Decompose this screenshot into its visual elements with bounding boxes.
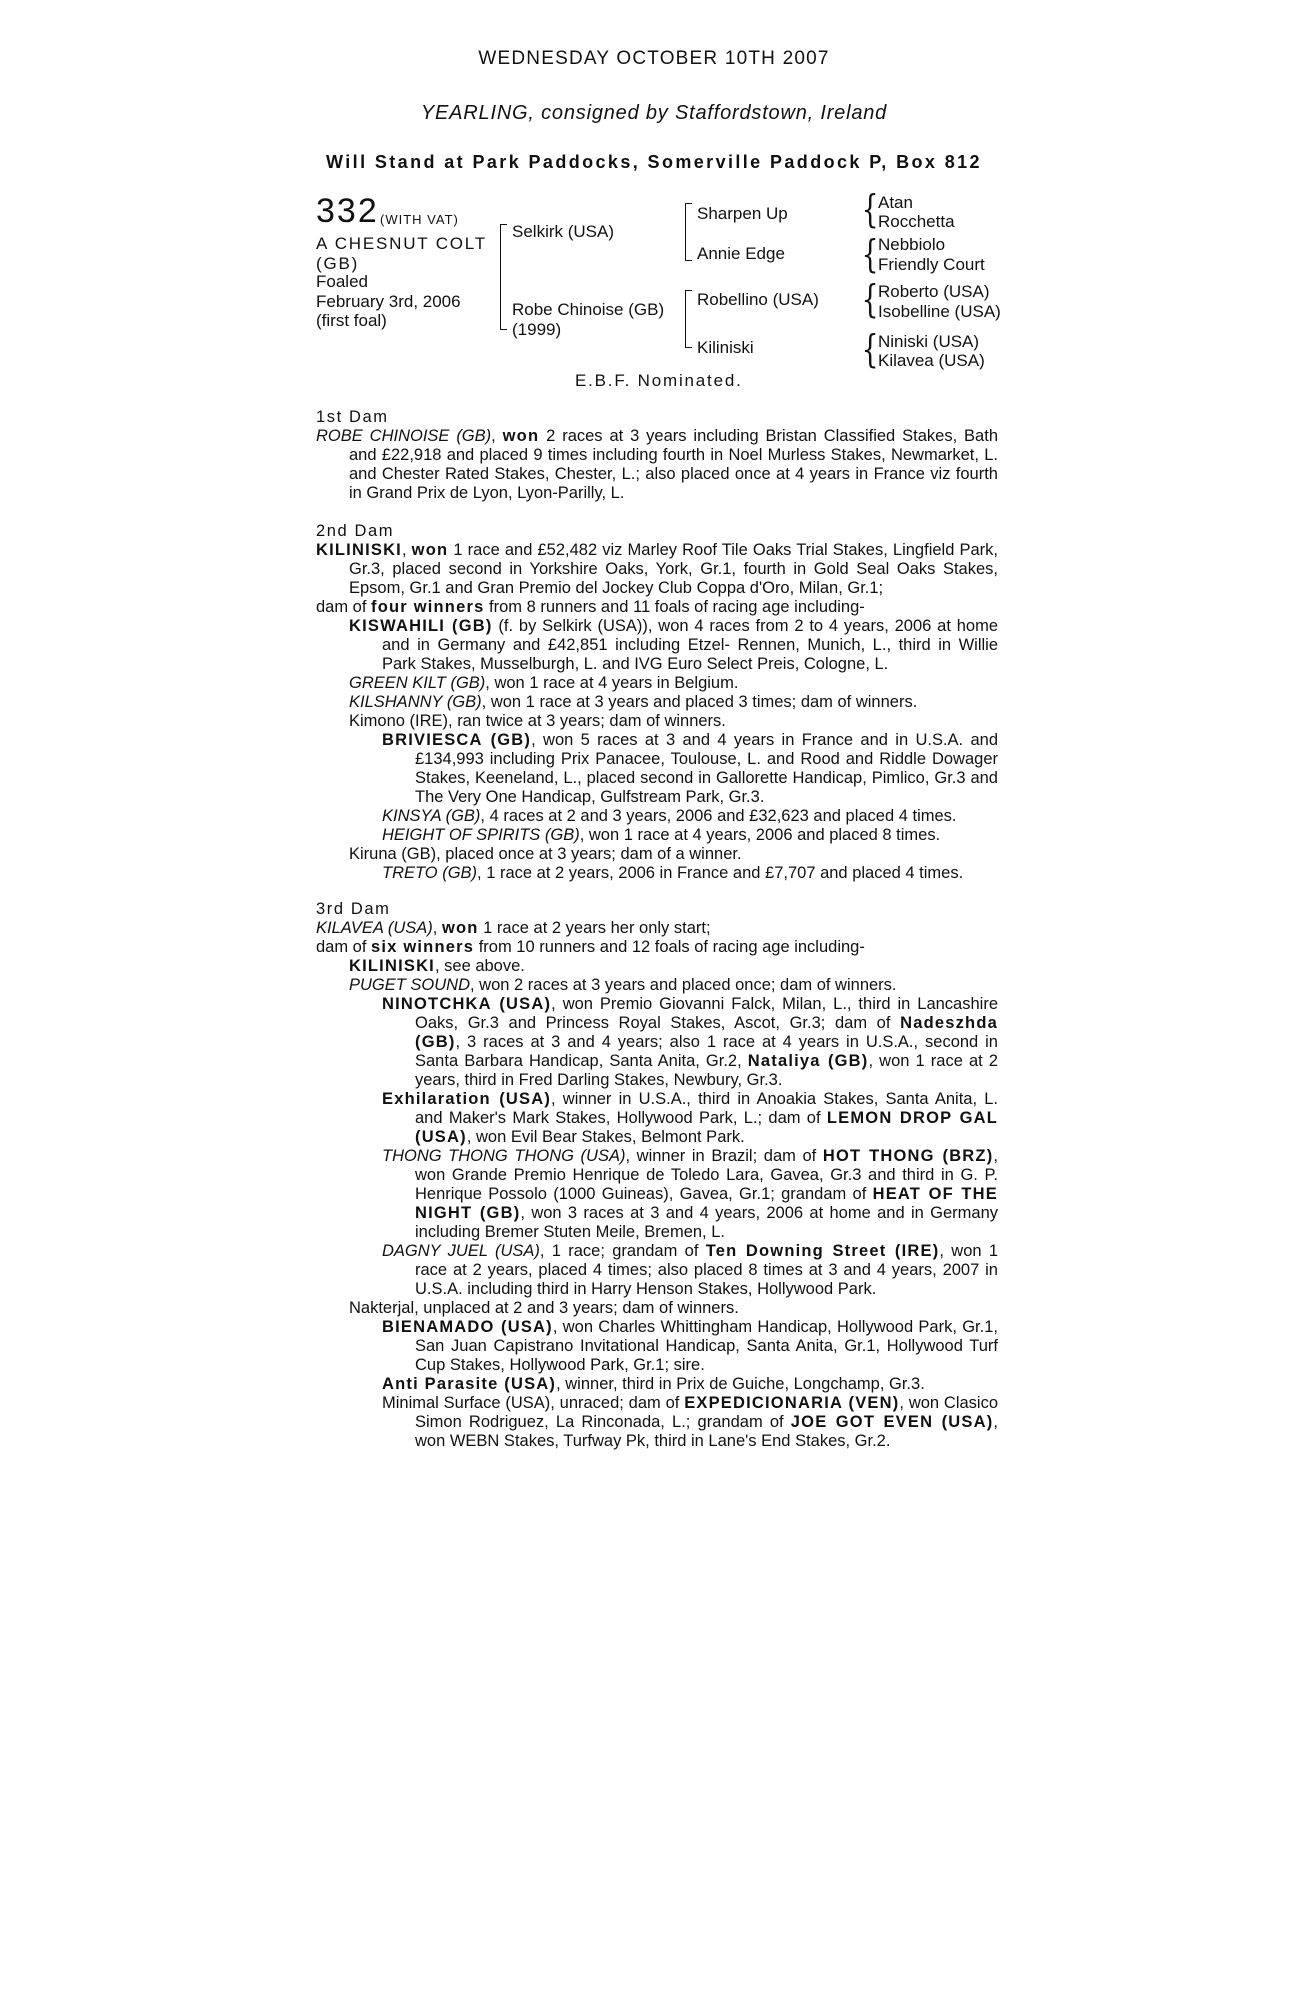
produce-text: , won Charles Whittingham Handicap, Hollywood Park, Gr.1, San Juan Capistrano Invitational Handicap, Santa Anita, Gr.1, Hollywood Turf Cup Stakes, Hollywood Park, Gr.1; sire.	[415, 1318, 998, 1374]
vat-note: (WITH VAT)	[380, 212, 459, 227]
produce-text: , won 1 race at 2 years, third in Fred Darling Stakes, Newbury, Gr.3.	[415, 1052, 998, 1089]
produce-entry	[316, 617, 998, 674]
sale-date: WEDNESDAY OCTOBER 10TH 2007	[478, 48, 830, 69]
produce-name: Exhilaration (USA)	[382, 1090, 552, 1108]
pedigree-ssd: Rocchetta	[878, 212, 955, 231]
pedigree-dds: Niniski (USA)	[878, 332, 980, 351]
lot-title-line1: A CHESNUT COLT	[316, 234, 487, 253]
consignor-line: YEARLING, consigned by Staffordstown, Ireland	[420, 102, 888, 124]
produce-text: , won 1 race at 2 years, placed 4 times; also placed 8 times at 3 and 4 years, 2007 in U.S.A. including third in Harry Henson Stakes, Hollywood Park.	[415, 1242, 999, 1298]
produce-name: BRIVIESCA (GB)	[382, 731, 532, 749]
produce-text: , 4 races at 2 and 3 years, 2006 and £32,623 and placed 4 times.	[480, 807, 957, 825]
produce-text: , 1 race; grandam of	[539, 1242, 706, 1260]
pedigree-sire-dam: Annie Edge	[697, 244, 785, 263]
produce-text: , won 5 races at 3 and 4 years in France and in U.S.A. and £134,993 including Prix Panacee, Toulouse, L. and Rood and Riddle Dowager Stakes, Keeneland, L., placed second in Gallorette Handicap, Pimlico, Gr.3 and The Very One Handicap, Gulfstream Park, Gr.3.	[415, 731, 999, 806]
third-dam-title: 3rd Dam	[316, 900, 391, 918]
produce-text: , won WEBN Stakes, Turfway Pk, third in Lane's End Stakes, Gr.2.	[415, 1413, 998, 1450]
pedigree-brace-sire	[685, 203, 686, 261]
pedigree-ddd: Kilavea (USA)	[878, 351, 985, 370]
produce-name: KINSYA (GB)	[382, 807, 481, 825]
produce-entry	[316, 1242, 998, 1299]
pedigree-brace-g3-4: {	[861, 327, 879, 371]
second-dam-name: KILINISKI	[316, 541, 402, 559]
pedigree-brace-gen1	[500, 224, 501, 330]
produce-name: NINOTCHKA (USA)	[382, 995, 552, 1013]
produce-text: , won 1 race at 4 years in Belgium.	[485, 674, 739, 692]
produce-text: , won Premio Giovanni Falck, Milan, L., third in Lancashire Oaks, Gr.3 and Princess Royal Stakes, Ascot, Gr.3; dam of	[415, 995, 998, 1032]
produce-entry: Kimono (IRE), ran twice at 3 years; dam of winners.	[349, 712, 726, 730]
third-dam-section	[316, 900, 998, 1451]
third-dam-text: 1 race at 2 years her only start;	[478, 919, 711, 937]
pedigree-dam-line1: Robe Chinoise (GB)	[512, 300, 665, 319]
produce-name: DAGNY JUEL (USA)	[382, 1242, 540, 1260]
produce-text: , winner in U.S.A., third in Anoakia Stakes, Santa Anita, L. and Maker's Mark Stakes, Hollywood Park, L.; dam of	[415, 1090, 998, 1127]
winners-count: six winners	[371, 938, 475, 956]
produce-text: , won 2 races at 3 years and placed once; dam of winners.	[470, 976, 897, 994]
pedigree-brace-dam	[685, 290, 686, 348]
produce-entry	[316, 693, 998, 712]
second-dam-produce-summary	[316, 598, 998, 617]
produce-name: KILSHANNY (GB)	[349, 693, 482, 711]
produce-entry	[316, 731, 998, 807]
third-dam-name: KILAVEA (USA)	[316, 919, 433, 937]
produce-text: , winner, third in Prix de Guiche, Longchamp, Gr.3.	[556, 1375, 925, 1393]
stabling-line: Will Stand at Park Paddocks, Somerville Paddock P, Box 812	[326, 152, 982, 172]
produce-entry	[316, 1090, 998, 1147]
produce-text: , 3 races at 3 and 4 years; also 1 race at 4 years in U.S.A., second in Santa Barbara Handicap, Santa Anita, Gr.2,	[415, 1033, 998, 1070]
won-label: won	[441, 919, 479, 937]
produce-name: BIENAMADO (USA)	[382, 1318, 553, 1336]
first-dam-name: ROBE CHINOISE (GB)	[316, 427, 492, 445]
first-dam-record: ROBE CHINOISE (GB), won 2 races at 3 years including Bristan Classified Stakes, Bath and £22,918 and placed 9 times including fourth in Noel Murless Stakes, Newmarket, L. and Chester Rated Stakes, Chester, L.; also placed once at 4 years in France viz fourth in Grand Prix de Lyon, Lyon-Parilly, L.	[316, 427, 998, 502]
produce-entry	[316, 674, 998, 693]
pedigree-sire: Selkirk (USA)	[512, 222, 615, 241]
produce-name: Anti Parasite (USA)	[382, 1375, 557, 1393]
produce-text: , see above.	[434, 957, 525, 975]
produce-entry	[316, 1394, 998, 1451]
produce-text: , 1 race at 2 years, 2006 in France and £7,707 and placed 4 times.	[477, 864, 964, 882]
produce-entry	[316, 976, 998, 995]
produce-entry	[316, 1375, 998, 1394]
second-dam-title: 2nd Dam	[316, 522, 395, 540]
produce-name: KISWAHILI (GB)	[349, 617, 493, 635]
produce-text: , won 1 race at 4 years, 2006 and placed 8 times.	[579, 826, 941, 844]
pedigree-dam-dam: Kiliniski	[697, 338, 754, 357]
lot-number: 332	[316, 192, 379, 230]
pedigree-brace-g3-3: {	[861, 277, 879, 321]
second-dam-record: KILINISKI, won 1 race and £52,482 viz Marley Roof Tile Oaks Trial Stakes, Lingfield Park, Gr.3, placed second in Yorkshire Oaks, York, Gr.1, fourth in Gold Seal Oaks Stakes, Epsom, Gr.1 and Gran Premio del Jockey Club Coppa d'Oro, Milan, Gr.1;	[316, 541, 998, 597]
produce-text: , won Evil Bear Stakes, Belmont Park.	[466, 1128, 745, 1146]
foal-note: (first foal)	[316, 311, 387, 330]
foaled-label: Foaled	[316, 272, 368, 291]
produce-name: HOT THONG (BRZ)	[822, 1147, 994, 1165]
pedigree-dss: Roberto (USA)	[878, 282, 990, 301]
pedigree-dsd: Isobelline (USA)	[878, 302, 1001, 321]
second-dam-section	[316, 522, 998, 883]
produce-name: TRETO (GB)	[382, 864, 478, 882]
winners-count: four winners	[371, 598, 485, 616]
ebf-note: E.B.F. Nominated.	[575, 371, 743, 390]
produce-text: , won 1 race at 3 years and placed 3 times; dam of winners.	[481, 693, 918, 711]
produce-summary-text: from 10 runners and 12 foals of racing age including-	[474, 938, 865, 956]
lot-title-line2: (GB)	[316, 254, 360, 273]
pedigree-brace-g3-2: {	[861, 232, 879, 276]
produce-name: GREEN KILT (GB)	[349, 674, 486, 692]
dam-of-label: dam of	[316, 598, 372, 616]
produce-entry: Kiruna (GB), placed once at 3 years; dam of a winner.	[349, 845, 742, 863]
produce-name: LEMON DROP GAL (USA)	[415, 1109, 999, 1146]
second-dam-text: 1 race and £52,482 viz Marley Roof Tile Oaks Trial Stakes, Lingfield Park, Gr.3, placed second in Yorkshire Oaks, York, Gr.1, fourth in Gold Seal Oaks Stakes, Epsom, Gr.1 and Gran Premio del Jockey Club Coppa d'Oro, Milan, Gr.1;	[349, 541, 998, 597]
produce-name: JOE GOT EVEN (USA)	[790, 1413, 994, 1431]
produce-name: KILINISKI	[349, 957, 435, 975]
produce-text: Minimal Surface (USA), unraced; dam of	[382, 1394, 685, 1412]
produce-entry	[316, 957, 998, 976]
pedigree-sss: Atan	[878, 193, 913, 212]
dam-of-label: dam of	[316, 938, 372, 956]
third-dam-record: KILAVEA (USA), won 1 race at 2 years her only start;	[316, 919, 711, 937]
first-dam-section	[316, 408, 998, 503]
first-dam-text: 2 races at 3 years including Bristan Classified Stakes, Bath and £22,918 and placed 9 times including fourth in Noel Murless Stakes, Newmarket, L. and Chester Rated Stakes, Chester, L.; also placed once at 4 years in France viz fourth in Grand Prix de Lyon, Lyon-Parilly, L.	[349, 427, 998, 502]
produce-name: THONG THONG THONG (USA)	[382, 1147, 626, 1165]
foaled-date: February 3rd, 2006	[316, 292, 461, 311]
produce-name: Nataliya (GB)	[747, 1052, 869, 1070]
produce-entry: Nakterjal, unplaced at 2 and 3 years; dam of winners.	[349, 1299, 739, 1317]
produce-name: HEIGHT OF SPIRITS (GB)	[382, 826, 580, 844]
produce-entry	[316, 1318, 998, 1375]
pedigree-brace-g3-1: {	[861, 187, 879, 231]
pedigree-sire-sire: Sharpen Up	[697, 204, 788, 223]
produce-name: EXPEDICIONARIA (VEN)	[684, 1394, 900, 1412]
produce-entry	[316, 807, 998, 826]
won-label: won	[502, 427, 540, 445]
produce-text: , won Grande Premio Henrique de Toledo Lara, Gavea, Gr.3 and third in G. P. Henrique Possolo (1000 Guineas), Gavea, Gr.1; grandam of	[415, 1147, 998, 1203]
produce-text: , won Clasico Simon Rodriguez, La Rinconada, L.; grandam of	[415, 1394, 999, 1431]
produce-entry	[316, 864, 998, 883]
produce-text: , won 3 races at 3 and 4 years, 2006 at home and in Germany including Bremer Stuten Meile, Bremen, L.	[415, 1204, 998, 1241]
produce-text: (f. by Selkirk (USA)), won 4 races from 2 to 4 years, 2006 at home and in Germany and £42,851 including Etzel- Rennen, Munich, L., third in Willie Park Stakes, Musselburgh, L. and IVG Euro Select Preis, Cologne, L.	[382, 617, 999, 673]
produce-entry	[316, 1147, 998, 1242]
produce-entry	[316, 995, 998, 1090]
pedigree-sds: Nebbiolo	[878, 235, 946, 254]
produce-text: , winner in Brazil; dam of	[625, 1147, 823, 1165]
pedigree-dam-sire: Robellino (USA)	[697, 290, 819, 309]
produce-name: Ten Downing Street (IRE)	[705, 1242, 940, 1260]
pedigree-dam-line2: (1999)	[512, 320, 562, 339]
produce-name: Nadeszhda (GB)	[415, 1014, 998, 1051]
produce-summary-text: from 8 runners and 11 foals of racing age including-	[484, 598, 865, 616]
produce-name: HEAT OF THE NIGHT (GB)	[415, 1185, 998, 1222]
first-dam-title: 1st Dam	[316, 408, 389, 426]
produce-entry	[316, 826, 998, 845]
pedigree-sdd: Friendly Court	[878, 255, 985, 274]
produce-name: PUGET SOUND	[349, 976, 471, 994]
won-label: won	[411, 541, 449, 559]
third-dam-produce-summary	[316, 938, 998, 957]
